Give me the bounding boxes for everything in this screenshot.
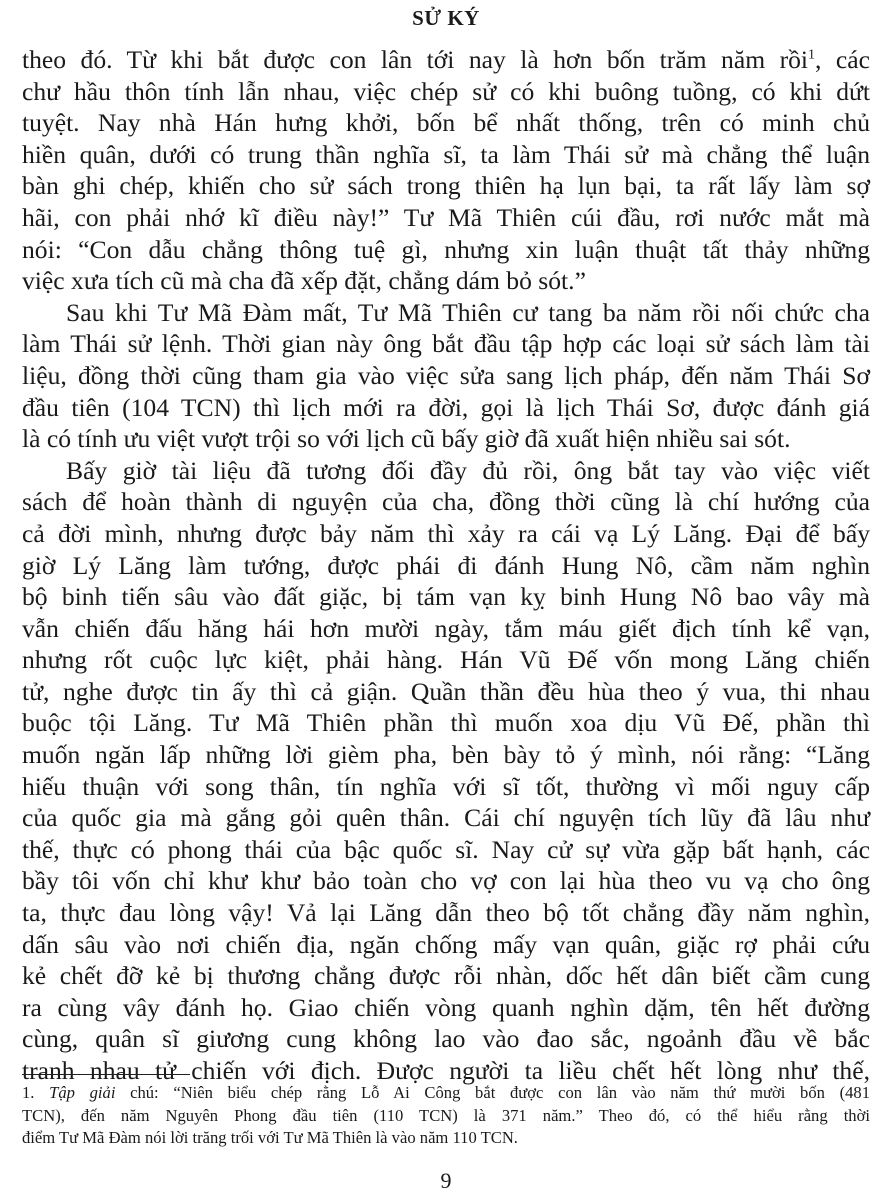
footnote-source: Tập giải [49, 1083, 116, 1102]
text-line: sách để hoàn thành di nguyện của cha, đồng thời cũng là chí hướng của [22, 487, 870, 517]
text-line: nói: “Con dẫu chẳng thông tuệ gì, nhưng xin luận thuật tất thảy những [22, 234, 870, 264]
text-line: là có tính ưu việt vượt trội so với lịch cũ bấy giờ đã xuất hiện nhiều sai sót. [22, 424, 791, 454]
text-line: bộ binh tiến sâu vào đất giặc, bị tám vạn kỵ binh Hung Nô bao vây mà [22, 582, 870, 612]
text-line: dấn sâu vào nơi chiến địa, ngăn chống mấy vạn quân, giặc rợ phải cứu [22, 929, 870, 959]
paragraph-1 [22, 44, 870, 297]
footnote [22, 1082, 870, 1150]
running-header: SỬ KÝ [412, 6, 480, 30]
text-line: cùng, quân sĩ giương cung không lao vào đao sắc, ngoảnh đầu về bắc [22, 1024, 870, 1054]
text-line: vẫn chiến đấu hăng hái hơn mười ngày, tắm máu giết địch tính kể vạn, [22, 613, 870, 643]
text-line: ra cùng vây đánh họ. Giao chiến vòng quanh nghìn dặm, tên hết đường [22, 992, 870, 1022]
text-line: giờ Lý Lăng làm tướng, được phái đi đánh Hung Nô, cầm năm nghìn [22, 550, 870, 580]
text-line: liệu, đồng thời cũng tham gia vào việc sửa sang lịch pháp, đến năm Thái Sơ [22, 360, 870, 390]
text-line: đầu tiên (104 TCN) thì lịch mới ra đời, gọi là lịch Thái Sơ, được đánh giá [22, 392, 870, 422]
body-text [22, 44, 870, 1087]
footnote-line: điểm Tư Mã Đàm nói lời trăng trối với Tư Mã Thiên là vào năm 110 TCN. [22, 1128, 518, 1147]
footnote-number: 1. [22, 1083, 35, 1102]
footnote-line: 1. Tập giải chú: “Niên biểu chép rằng Lỗ Ai Công bắt được con lân vào năm thứ mười bốn (481 [22, 1083, 870, 1102]
text-line: buộc tội Lăng. Tư Mã Thiên phần thì muốn xoa dịu Vũ Đế, phần thì [22, 708, 870, 738]
text-line: bầy tôi vốn chỉ khư khư bảo toàn cho vợ con lại hùa theo vu vạ cho ông [22, 866, 870, 896]
text-line: Sau khi Tư Mã Đàm mất, Tư Mã Thiên cư tang ba năm rồi nối chức cha [66, 297, 870, 327]
text-line: Bấy giờ tài liệu đã tương đối đầy đủ rồi, ông bắt tay vào việc viết [66, 455, 870, 485]
text-line: hãi, con phải nhớ kĩ điều này!” Tư Mã Thiên cúi đầu, rơi nước mắt mà [22, 202, 870, 232]
text-line: chư hầu thôn tính lẫn nhau, việc chép sử có khi buông tuồng, có khi dứt [22, 76, 870, 106]
text-line: hiền quân, dưới có trung thần nghĩa sĩ, ta làm Thái sử mà chẳng thể luận [22, 139, 870, 169]
text-line: thế, thực có phong thái của bậc quốc sĩ. Nay cử sự vừa gặp bất hạnh, các [22, 834, 870, 864]
text-line: tuyệt. Nay nhà Hán hưng khởi, bốn bể nhất thống, trên có minh chủ [22, 108, 870, 138]
text-line: làm Thái sử lệnh. Thời gian này ông bắt đầu tập hợp các loại sử sách làm tài [22, 329, 870, 359]
text-line: ta, thực đau lòng vậy! Vả lại Lăng dẫn theo bộ tốt chẳng đầy năm nghìn, [22, 898, 870, 928]
text-line: của quốc gia mà gắng gỏi quên thân. Cái chí nguyện tích lũy đã lâu như [22, 803, 870, 833]
paragraph-2 [22, 297, 870, 455]
footnote-divider [22, 1074, 190, 1075]
paragraph-3 [22, 455, 870, 1087]
text-line: tranh nhau tử chiến với địch. Được người ta liều chết hết lòng như thế, [22, 1056, 870, 1085]
text-line: nhưng rốt cuộc lực kiệt, phải hàng. Hán Vũ Đế vốn mong Lăng chiến [22, 645, 870, 675]
text-line: hiếu thuận với song thân, tín nghĩa với sĩ tốt, thường vì mối nguy cấp [22, 771, 870, 801]
text-line: bàn ghi chép, khiến cho sử sách trong thiên hạ lụn bại, ta rất lấy làm sợ [22, 171, 870, 201]
text-line: kẻ chết đỡ kẻ bị thương chẳng được rỗi nhàn, dốc hết dân biết cầm cung [22, 961, 870, 991]
text-line: việc xưa tích cũ mà cha đã xếp đặt, chẳng dám bỏ sót.” [22, 266, 586, 296]
text-line: cả đời mình, nhưng được bảy năm thì xảy ra cái vạ Lý Lăng. Đại để bấy [22, 518, 870, 548]
text-line: tử, nghe được tin ấy thì cả giận. Quần thần đều hùa theo ý vua, thi nhau [22, 676, 870, 706]
footnote-line: TCN), đến năm Nguyên Phong đầu tiên (110 TCN) là 371 năm.” Theo đó, có thể hiểu rằng thời [22, 1105, 870, 1125]
page-number: 9 [440, 1168, 452, 1193]
footnote-reference[interactable]: 1 [808, 47, 816, 63]
text-line: muốn ngăn lấp những lời gièm pha, bèn bày tỏ ý mình, nói rằng: “Lăng [22, 740, 870, 770]
text-line: theo đó. Từ khi bắt được con lân tới nay là hơn bốn trăm năm rồi$^1$, các [22, 45, 870, 74]
